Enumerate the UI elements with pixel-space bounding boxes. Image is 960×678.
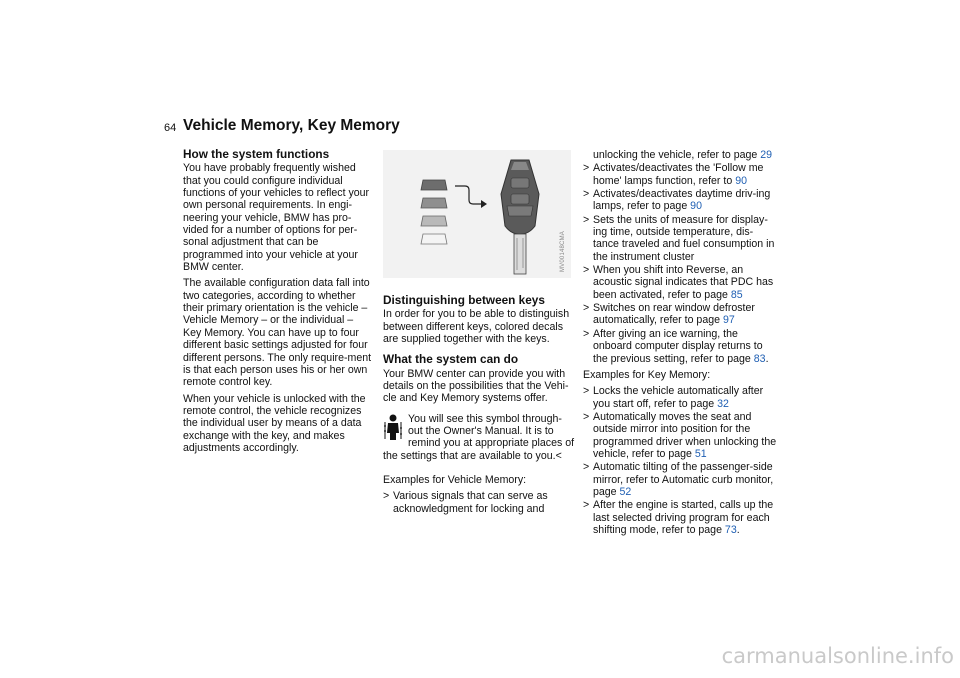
bullet-mark: > [583, 327, 590, 340]
examples-key-label: Examples for Key Memory: [583, 368, 711, 381]
list-item-text: Activates/deactivates the 'Follow me home' lamps function, refer to [593, 162, 764, 187]
paragraph: You have probably frequently wished that you could configure individual functions of your vehicles to reflect your own personal requirements. In engi-neering your vehicle, BMW has pro-vided for a number of options for per-sonal adjustment that can be programmed into your vehicle at your BMW center. [183, 162, 370, 274]
page-link[interactable]: 90 [735, 174, 747, 187]
heading-what-system-can-do: What the system can do [383, 352, 519, 367]
bullet-mark: > [583, 213, 590, 226]
heading-how-system-functions: How the system functions [183, 147, 330, 161]
list-item [383, 490, 575, 515]
bullet-mark: > [583, 162, 590, 175]
list-item [583, 461, 778, 498]
decal-dark [421, 180, 447, 190]
page-link[interactable]: 90 [690, 200, 702, 213]
key-memory-list [583, 385, 778, 536]
vehicle-memory-list [583, 162, 778, 365]
column-2 [383, 150, 575, 516]
bullet-mark: > [583, 499, 590, 512]
list-item [583, 411, 778, 460]
page-link[interactable]: 97 [722, 314, 735, 327]
page-link[interactable]: 73 [724, 523, 737, 536]
decal-medium [421, 198, 447, 208]
list-item-text: Activates/deactivates daytime driv-ing lamps, refer to page [593, 188, 771, 213]
column-3 [583, 149, 778, 537]
bullet-mark: > [583, 410, 590, 423]
list-item-text: After the engine is started, calls up the last selected driving program for each shifting mode, refer to page [593, 499, 774, 536]
page-link[interactable]: 29 [760, 149, 773, 161]
list-item-text: Switches on rear window defroster automatically, refer to page [593, 302, 755, 327]
list-item [583, 214, 778, 263]
paragraph: Your BMW center can provide you with details on the possibilities that the Vehi-cle and Key Memory systems offer. [383, 367, 569, 405]
page-link[interactable]: 32 [717, 397, 729, 410]
paragraph: The available configuration data fall into two categories, according to whether their primary orientation is the vehicle – Vehicle Memory – or the individual – Key Memory. You can have up to four different basic settings adjusted for four different persons. The only require-ment is that each person uses his or her own remote control key. [183, 277, 372, 389]
paragraph: When your vehicle is unlocked with the remote control, the vehicle recognizes the individual user by means of a data exchange with the key, and makes adjustments accordingly. [183, 392, 366, 454]
list-item-end: . [736, 523, 740, 536]
bullet-mark: > [383, 490, 390, 503]
paragraph: In order for you to be able to distinguish between different keys, colored decals are supplied together with the keys. [383, 308, 570, 346]
page-title: Vehicle Memory, Key Memory [183, 117, 400, 134]
list-item-text: After giving an ice warning, the onboard computer display returns to the previous setting, refer to page [593, 327, 763, 365]
list-item-text: Locks the vehicle automatically after you start off, refer to page [593, 385, 764, 410]
bullet-mark: > [583, 385, 590, 398]
page-link[interactable]: 85 [730, 288, 743, 301]
list-item [583, 385, 778, 410]
list-item-continuation [583, 149, 778, 161]
arrow [455, 186, 483, 204]
bullet-mark: > [583, 264, 590, 277]
page-link[interactable]: 83 [753, 352, 766, 365]
note-text: You will see this symbol through-out the Owner's Manual. It is to remind you at appropriate places of the settings that are available to you. [383, 412, 575, 462]
watermark: carmanualsonline.info [721, 644, 954, 668]
page-link[interactable]: 51 [694, 447, 707, 460]
key-decals-figure [383, 150, 571, 278]
page-number: 64 [164, 122, 177, 134]
list-item-text: Automatic tilting of the passenger-side mirror, refer to Automatic curb monitor, page [593, 461, 774, 498]
heading-distinguishing-keys: Distinguishing between keys [383, 293, 545, 307]
bullet-mark: > [583, 302, 590, 315]
list-item [583, 499, 778, 536]
list-item [583, 162, 778, 187]
note-end-mark: < [555, 449, 562, 462]
decal-light [421, 216, 447, 226]
column-1 [183, 148, 373, 458]
bullet-mark: > [583, 461, 590, 474]
decal-white [421, 234, 447, 244]
list-item [583, 188, 778, 213]
list-item-end: . [765, 352, 769, 365]
list-item [583, 264, 778, 301]
examples-vehicle-label: Examples for Vehicle Memory: [383, 474, 527, 487]
person-settings-icon [383, 413, 403, 441]
key-blade [514, 234, 526, 274]
page-link[interactable]: 52 [619, 485, 632, 498]
figure-code: MV00148CMA [559, 230, 566, 272]
list-item-text: Various signals that can serve as acknowledgment for locking and [393, 490, 548, 515]
bullet-mark: > [583, 188, 590, 201]
list-item [583, 328, 778, 365]
list-item-text: Sets the units of measure for display-ing time, outside temperature, dis-tance traveled and fuel consumption in the instrument cluster [593, 213, 775, 263]
note-box [383, 413, 575, 462]
list-item-text: unlocking the vehicle, refer to page [593, 149, 758, 161]
key-illustration [383, 150, 571, 278]
list-item [583, 302, 778, 327]
list-item-text: When you shift into Reverse, an acoustic signal indicates that PDC has been activated, refer to page [593, 264, 774, 301]
list-item-text: Automatically moves the seat and outside mirror into position for the programmed driver when unlocking the vehicle, refer to page [593, 410, 777, 460]
